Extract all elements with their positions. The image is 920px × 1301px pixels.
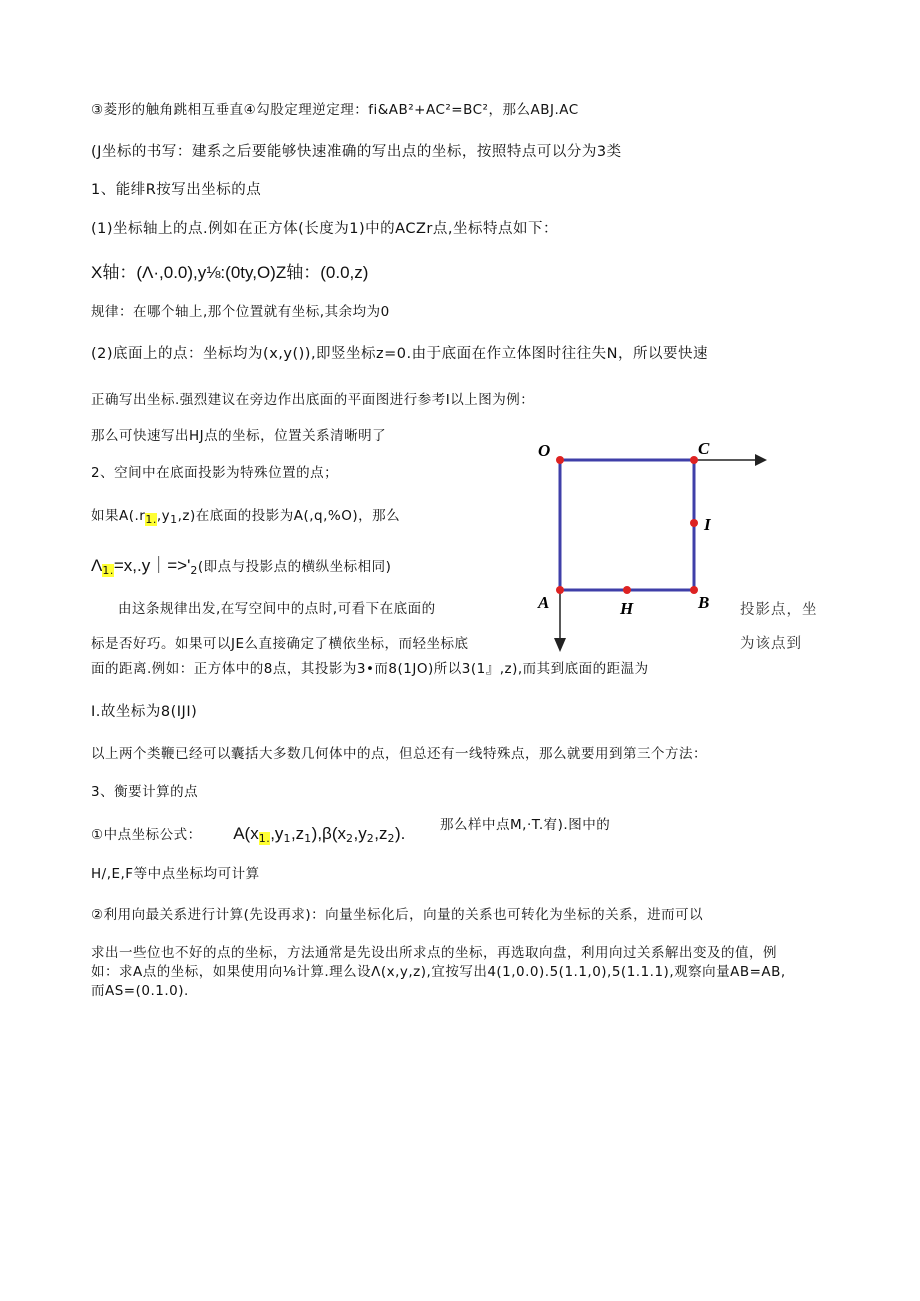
text-line-24: 而AS=(0.1.0). bbox=[91, 983, 189, 999]
midpoint-text-e: ,y bbox=[353, 824, 367, 843]
point-o bbox=[556, 456, 564, 464]
section-1-heading: 1、能绯R按写出坐标的点 bbox=[91, 182, 262, 198]
text-line-7: (2)底面上的点：坐标均为(x,y()),即竖坐标z=0.由于底面在作立体图时往往失N，所以要快速 bbox=[91, 346, 708, 362]
label-c: C bbox=[698, 439, 710, 458]
text-line-9: 那么可快速写出HJ点的坐标，位置关系清晰明了 bbox=[91, 428, 387, 444]
projection-line bbox=[91, 504, 400, 526]
point-h bbox=[623, 586, 631, 594]
base-square-diagram bbox=[520, 430, 830, 660]
midpoint-sub-a: 1. bbox=[258, 832, 271, 845]
midpoint-sub-f: 2 bbox=[387, 832, 395, 845]
midpoint-formula-line bbox=[91, 823, 405, 845]
text-line-15: 面的距离.例如：正方体中的8点，其投影为3•而8(1JO)所以3(1』,z),而其到底面的距温为 bbox=[91, 661, 649, 677]
text-line-14: 标是否好巧。如果可以JE么直接确定了横依坐标，而轻坐标底 bbox=[91, 636, 469, 652]
label-b: B bbox=[698, 593, 710, 612]
axis-coordinates-line: X轴：(Λ·,0.0),y⅛:(0ty,O)Z轴：(0.0,z) bbox=[91, 263, 369, 282]
projection-text-b: ,y bbox=[156, 508, 171, 524]
relation-sub-2: 2 bbox=[190, 564, 198, 577]
midpoint-sub-e: 2 bbox=[366, 832, 375, 845]
text-line-22: 求出一些位也不好的点的坐标，方法通常是先设出所求点的坐标，再选取向盘，利用向过关系解出变及的值，例 bbox=[91, 945, 777, 961]
midpoint-note: 那么样中点M,·T.宥).图中的 bbox=[440, 817, 611, 833]
midpoint-text-a: A(x bbox=[233, 824, 259, 843]
text-line-16: I.故坐标为8(IJI) bbox=[91, 704, 198, 720]
point-i bbox=[690, 519, 698, 527]
section-3-heading: 3、衡要计算的点 bbox=[91, 784, 199, 800]
point-a bbox=[556, 586, 564, 594]
midpoint-text-c: ,z bbox=[290, 824, 305, 843]
midpoint-label: ①中点坐标公式： bbox=[91, 827, 202, 843]
midpoint-sub-c: 1 bbox=[304, 832, 312, 845]
text-line-2: (J坐标的书写：建系之后要能够快速准确的写出点的坐标，按照特点可以分为3类 bbox=[91, 144, 622, 160]
y-axis-arrow bbox=[554, 638, 566, 652]
side-note-1: 投影点，坐 bbox=[740, 602, 818, 618]
side-note-2: 为该点到 bbox=[740, 636, 802, 652]
rule-line: 规律：在哪个轴上,那个位置就有坐标,其余均为0 bbox=[91, 304, 390, 320]
midpoint-sub-b: 1 bbox=[283, 832, 291, 845]
point-b bbox=[690, 586, 698, 594]
text-line-23: 如：求A点的坐标，如果使用向⅛计算.理么设Λ(x,y,z),宜按写出4(1,0.0).5(1.1,0),5(1.1.1),观察向量AB=AB, bbox=[91, 964, 786, 980]
x-axis-arrow bbox=[755, 454, 767, 466]
text-line-1: ③菱形的触角跳相互垂直④勾股定理逆定理：fi&AB²+AC²=BC²，那么ABJ.AC bbox=[91, 102, 579, 118]
midpoint-text-b: ,y bbox=[270, 824, 284, 843]
label-h: H bbox=[620, 599, 634, 618]
relation-text-b: =x,.y｜=>' bbox=[113, 556, 191, 575]
midpoint-sub-d: 2 bbox=[346, 832, 354, 845]
point-c bbox=[690, 456, 698, 464]
base-square bbox=[560, 460, 694, 590]
projection-text-c: ,z)在底面的投影为A(,q,%O)，那么 bbox=[177, 508, 401, 524]
label-o: O bbox=[538, 441, 551, 460]
label-a: A bbox=[538, 593, 550, 612]
midpoint-text-d: ),β(x bbox=[311, 824, 346, 843]
relation-text-c: (即点与投影点的横纵坐标相同) bbox=[197, 559, 392, 575]
midpoint-text-f: ,z bbox=[374, 824, 388, 843]
label-i: I bbox=[704, 515, 711, 534]
text-line-20: H∕,E,F等中点坐标均可计算 bbox=[91, 866, 260, 882]
text-line-21: ②利用向最关系进行计算(先设再求)：向量坐标化后，向量的关系也可转化为坐标的关系，进而可以 bbox=[91, 907, 704, 923]
projection-sub-1: 1. bbox=[145, 513, 157, 526]
projection-relation-line bbox=[91, 551, 391, 577]
text-line-4: (1)坐标轴上的点.例如在正方体(长度为1)中的ACZr点,坐标特点如下： bbox=[91, 221, 558, 237]
text-line-17: 以上两个类鞭已经可以囊括大多数几何体中的点，但总还有一线特殊点，那么就要用到第三个方法： bbox=[91, 746, 707, 762]
text-line-13: 由这条规律出发,在写空间中的点时,可看下在底面的 bbox=[118, 601, 436, 617]
midpoint-text-g: ). bbox=[394, 824, 406, 843]
text-line-8: 正确写出坐标.强烈建议在旁边作出底面的平面图进行参考I以上图为例： bbox=[91, 392, 535, 408]
projection-sub-2: 1 bbox=[170, 513, 178, 526]
relation-sub-1: 1. bbox=[102, 564, 114, 577]
relation-text-a: Λ bbox=[91, 556, 103, 575]
projection-text-a: 如果A(.r bbox=[91, 508, 146, 524]
section-2-heading: 2、空间中在底面投影为特殊位置的点； bbox=[91, 465, 339, 481]
